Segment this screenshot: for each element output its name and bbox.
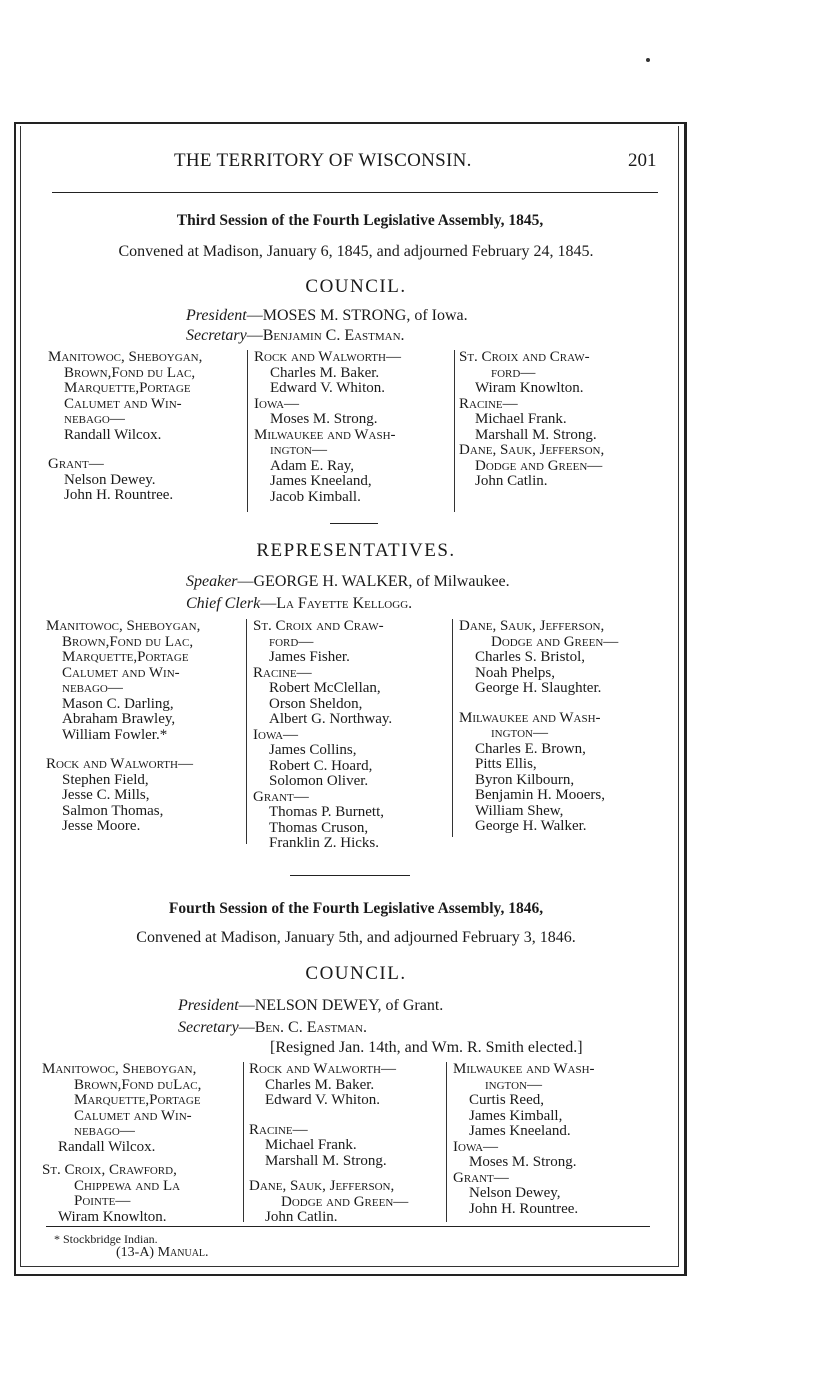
member-name: Randall Wilcox. xyxy=(64,426,162,443)
footnote: * Stockbridge Indian. xyxy=(54,1232,158,1246)
session-2-council-heading: COUNCIL. xyxy=(305,963,407,984)
session-1-council-heading: COUNCIL. xyxy=(305,276,407,297)
district-label: nebago— xyxy=(62,680,123,696)
member-name: Adam E. Ray, xyxy=(270,457,355,474)
member-name: Michael Frank. xyxy=(475,411,567,427)
district-label: Grant— xyxy=(453,1169,509,1186)
member-name: George H. Slaughter. xyxy=(475,680,602,696)
district-label: Calumet and Win- xyxy=(64,395,182,412)
member-name: Pitts Ellis, xyxy=(475,756,537,772)
district-label: Dane, Sauk, Jefferson, xyxy=(459,442,605,458)
council-1846-col-1 xyxy=(42,1062,201,1225)
district-label: St. Croix and Craw- xyxy=(253,618,384,634)
member-name: Benjamin H. Mooers, xyxy=(475,787,605,803)
clerk-name: —La Fayette Kellogg. xyxy=(260,595,413,612)
member-name: Marshall M. Strong. xyxy=(475,426,597,443)
member-name: Byron Kilbourn, xyxy=(475,771,575,788)
council-1845-col-3 xyxy=(459,350,604,490)
reps-1845-col-1 xyxy=(46,619,200,835)
session-1-president xyxy=(186,307,468,325)
district-label: ington— xyxy=(270,442,327,458)
district-label: Dodge and Green— xyxy=(475,457,603,474)
page-number: 201 xyxy=(628,150,657,171)
district-label: Iowa— xyxy=(453,1138,499,1155)
member-name: Charles M. Baker. xyxy=(265,1076,375,1093)
secretary-name: —Ben. C. Eastman. xyxy=(238,1019,367,1036)
reps-1845-col-2 xyxy=(253,619,392,852)
member-name: Thomas Cruson, xyxy=(269,819,369,836)
secretary-role: Secretary xyxy=(178,1019,239,1036)
running-head-title: THE TERRITORY OF WISCONSIN. xyxy=(174,150,472,171)
member-name: Edward V. Whiton. xyxy=(270,380,385,396)
district-label: Marquette,Portage xyxy=(64,380,191,396)
member-name: John Catlin. xyxy=(475,473,548,489)
district-label: Chippewa and La xyxy=(74,1177,181,1194)
resignation-note: [Resigned Jan. 14th, and Wm. R. Smith elected.] xyxy=(270,1039,583,1056)
session-1-secretary xyxy=(186,327,405,345)
district-label: St. Croix and Craw- xyxy=(459,349,590,365)
column-divider xyxy=(454,350,455,512)
president-name: —MOSES M. STRONG, of Iowa. xyxy=(246,307,468,324)
district-label: Grant— xyxy=(253,788,309,805)
district-label: Rock and Walworth— xyxy=(249,1061,396,1077)
district-label: Dodge and Green— xyxy=(491,633,619,650)
member-name: George H. Walker. xyxy=(475,818,587,834)
member-name: Jesse C. Mills, xyxy=(62,787,150,803)
reps-1845-col-3 xyxy=(459,619,618,835)
district-label: St. Croix, Crawford, xyxy=(42,1162,177,1178)
district-label: Brown,Fond du Lac, xyxy=(62,633,194,650)
member-name: William Shew, xyxy=(475,802,564,819)
member-name: William Fowler.* xyxy=(62,726,168,743)
header-rule xyxy=(52,192,658,193)
member-name: James Kneeland, xyxy=(270,473,372,489)
council-1846-col-3 xyxy=(453,1062,595,1217)
member-name: Mason C. Darling, xyxy=(62,695,174,712)
council-1846-col-2 xyxy=(249,1062,408,1226)
session-2-secretary xyxy=(178,1019,367,1037)
member-name: Robert McClellan, xyxy=(269,680,381,696)
district-label: Iowa— xyxy=(253,726,299,743)
member-name: James Kneeland. xyxy=(469,1123,571,1139)
district-label: nebago— xyxy=(64,411,125,427)
member-name: John Catlin. xyxy=(265,1209,338,1225)
session-2-title: Fourth Session of the Fourth Legislative Assembly, 1846, xyxy=(168,900,544,917)
council-1845-col-1 xyxy=(48,350,202,504)
district-label: Grant— xyxy=(48,456,104,472)
member-name: Randall Wilcox. xyxy=(58,1138,156,1155)
president-role: President xyxy=(178,997,239,1014)
member-name: Moses M. Strong. xyxy=(270,411,378,427)
member-name: Salmon Thomas, xyxy=(62,802,164,819)
district-label: Milwaukee and Wash- xyxy=(453,1061,595,1077)
president-name: —NELSON DEWEY, of Grant. xyxy=(238,997,444,1014)
district-label: ford— xyxy=(269,633,314,650)
speaker-line xyxy=(186,573,510,591)
district-label: Racine— xyxy=(253,664,312,681)
member-name: Nelson Dewey. xyxy=(64,471,156,488)
column-divider xyxy=(452,619,453,837)
member-name: Wiram Knowlton. xyxy=(58,1208,167,1225)
secretary-role: Secretary xyxy=(186,327,247,344)
district-label: Racine— xyxy=(249,1121,308,1138)
district-label: Manitowoc, Sheboygan, xyxy=(46,618,201,634)
member-name: Charles M. Baker. xyxy=(270,364,380,381)
member-name: Stephen Field, xyxy=(62,771,149,788)
district-label: Marquette,Portage xyxy=(62,649,189,665)
member-name: Marshall M. Strong. xyxy=(265,1152,387,1169)
column-divider xyxy=(446,1062,447,1222)
footer-rule xyxy=(46,1226,650,1227)
speaker-name: —GEORGE H. WALKER, of Milwaukee. xyxy=(237,573,510,590)
secretary-name: —Benjamin C. Eastman. xyxy=(246,327,405,344)
session-2-convened: Convened at Madison, January 5th, and adjourned February 3, 1846. xyxy=(136,929,576,946)
district-label: Dane, Sauk, Jefferson, xyxy=(459,618,605,634)
member-name: Franklin Z. Hicks. xyxy=(269,835,379,851)
session-divider xyxy=(290,875,410,876)
member-name: Orson Sheldon, xyxy=(269,695,363,712)
district-label: Brown,Fond du Lac, xyxy=(64,364,196,381)
column-divider xyxy=(243,1062,244,1222)
ink-speck xyxy=(646,58,650,62)
district-label: Pointe— xyxy=(74,1193,131,1209)
member-name: Jesse Moore. xyxy=(62,818,141,834)
chief-clerk-line xyxy=(186,595,412,613)
member-name: Michael Frank. xyxy=(265,1137,357,1153)
district-label: ington— xyxy=(491,725,548,741)
member-name: Wiram Knowlton. xyxy=(475,380,584,396)
member-name: Charles E. Brown, xyxy=(475,740,586,757)
member-name: Thomas P. Burnett, xyxy=(269,804,384,820)
column-divider xyxy=(247,350,248,512)
district-label: Rock and Walworth— xyxy=(254,349,401,365)
president-role: President xyxy=(186,307,247,324)
member-name: James Kimball, xyxy=(469,1107,563,1124)
member-name: Noah Phelps, xyxy=(475,664,555,681)
district-label: Brown,Fond duLac, xyxy=(74,1076,202,1093)
member-name: James Collins, xyxy=(269,742,357,758)
district-label: Racine— xyxy=(459,395,518,412)
district-label: Calumet and Win- xyxy=(74,1107,192,1124)
session-1-convened: Convened at Madison, January 6, 1845, and adjourned February 24, 1845. xyxy=(118,243,594,260)
district-label: Marquette,Portage xyxy=(74,1092,201,1108)
member-name: Albert G. Northway. xyxy=(269,711,393,727)
district-label: Manitowoc, Sheboygan, xyxy=(42,1061,197,1077)
district-label: Iowa— xyxy=(254,395,300,412)
member-name: Edward V. Whiton. xyxy=(265,1092,380,1108)
member-name: Moses M. Strong. xyxy=(469,1154,577,1170)
district-label: nebago— xyxy=(74,1123,135,1139)
district-label: Milwaukee and Wash- xyxy=(254,426,396,443)
member-name: John H. Rountree. xyxy=(469,1200,579,1217)
district-label: ford— xyxy=(491,364,536,381)
district-label: Dane, Sauk, Jefferson, xyxy=(249,1178,395,1194)
district-label: Milwaukee and Wash- xyxy=(459,709,601,726)
member-name: Abraham Brawley, xyxy=(62,711,176,727)
manual-signature: (13-A) Manual. xyxy=(116,1245,209,1260)
session-1-title: Third Session of the Fourth Legislative Assembly, 1845, xyxy=(176,212,544,229)
member-name: Jacob Kimball. xyxy=(270,488,361,505)
column-divider xyxy=(246,619,247,844)
council-1845-col-2 xyxy=(254,350,401,505)
district-label: ington— xyxy=(485,1076,542,1093)
member-name: Curtis Reed, xyxy=(469,1092,544,1108)
clerk-role: Chief Clerk xyxy=(186,595,261,612)
session-1-reps-heading: REPRESENTATIVES. xyxy=(256,540,456,561)
member-name: Nelson Dewey, xyxy=(469,1185,561,1201)
district-label: Manitowoc, Sheboygan, xyxy=(48,349,203,365)
member-name: Charles S. Bristol, xyxy=(475,649,586,665)
district-label: Rock and Walworth— xyxy=(46,756,193,772)
speaker-role: Speaker xyxy=(186,573,238,590)
short-divider xyxy=(330,523,378,524)
district-label: Calumet and Win- xyxy=(62,664,180,681)
session-2-president xyxy=(178,997,443,1015)
member-name: John H. Rountree. xyxy=(64,487,174,503)
district-label: Dodge and Green— xyxy=(281,1193,409,1210)
member-name: Solomon Oliver. xyxy=(269,773,369,789)
member-name: Robert C. Hoard, xyxy=(269,757,373,774)
member-name: James Fisher. xyxy=(269,649,350,665)
